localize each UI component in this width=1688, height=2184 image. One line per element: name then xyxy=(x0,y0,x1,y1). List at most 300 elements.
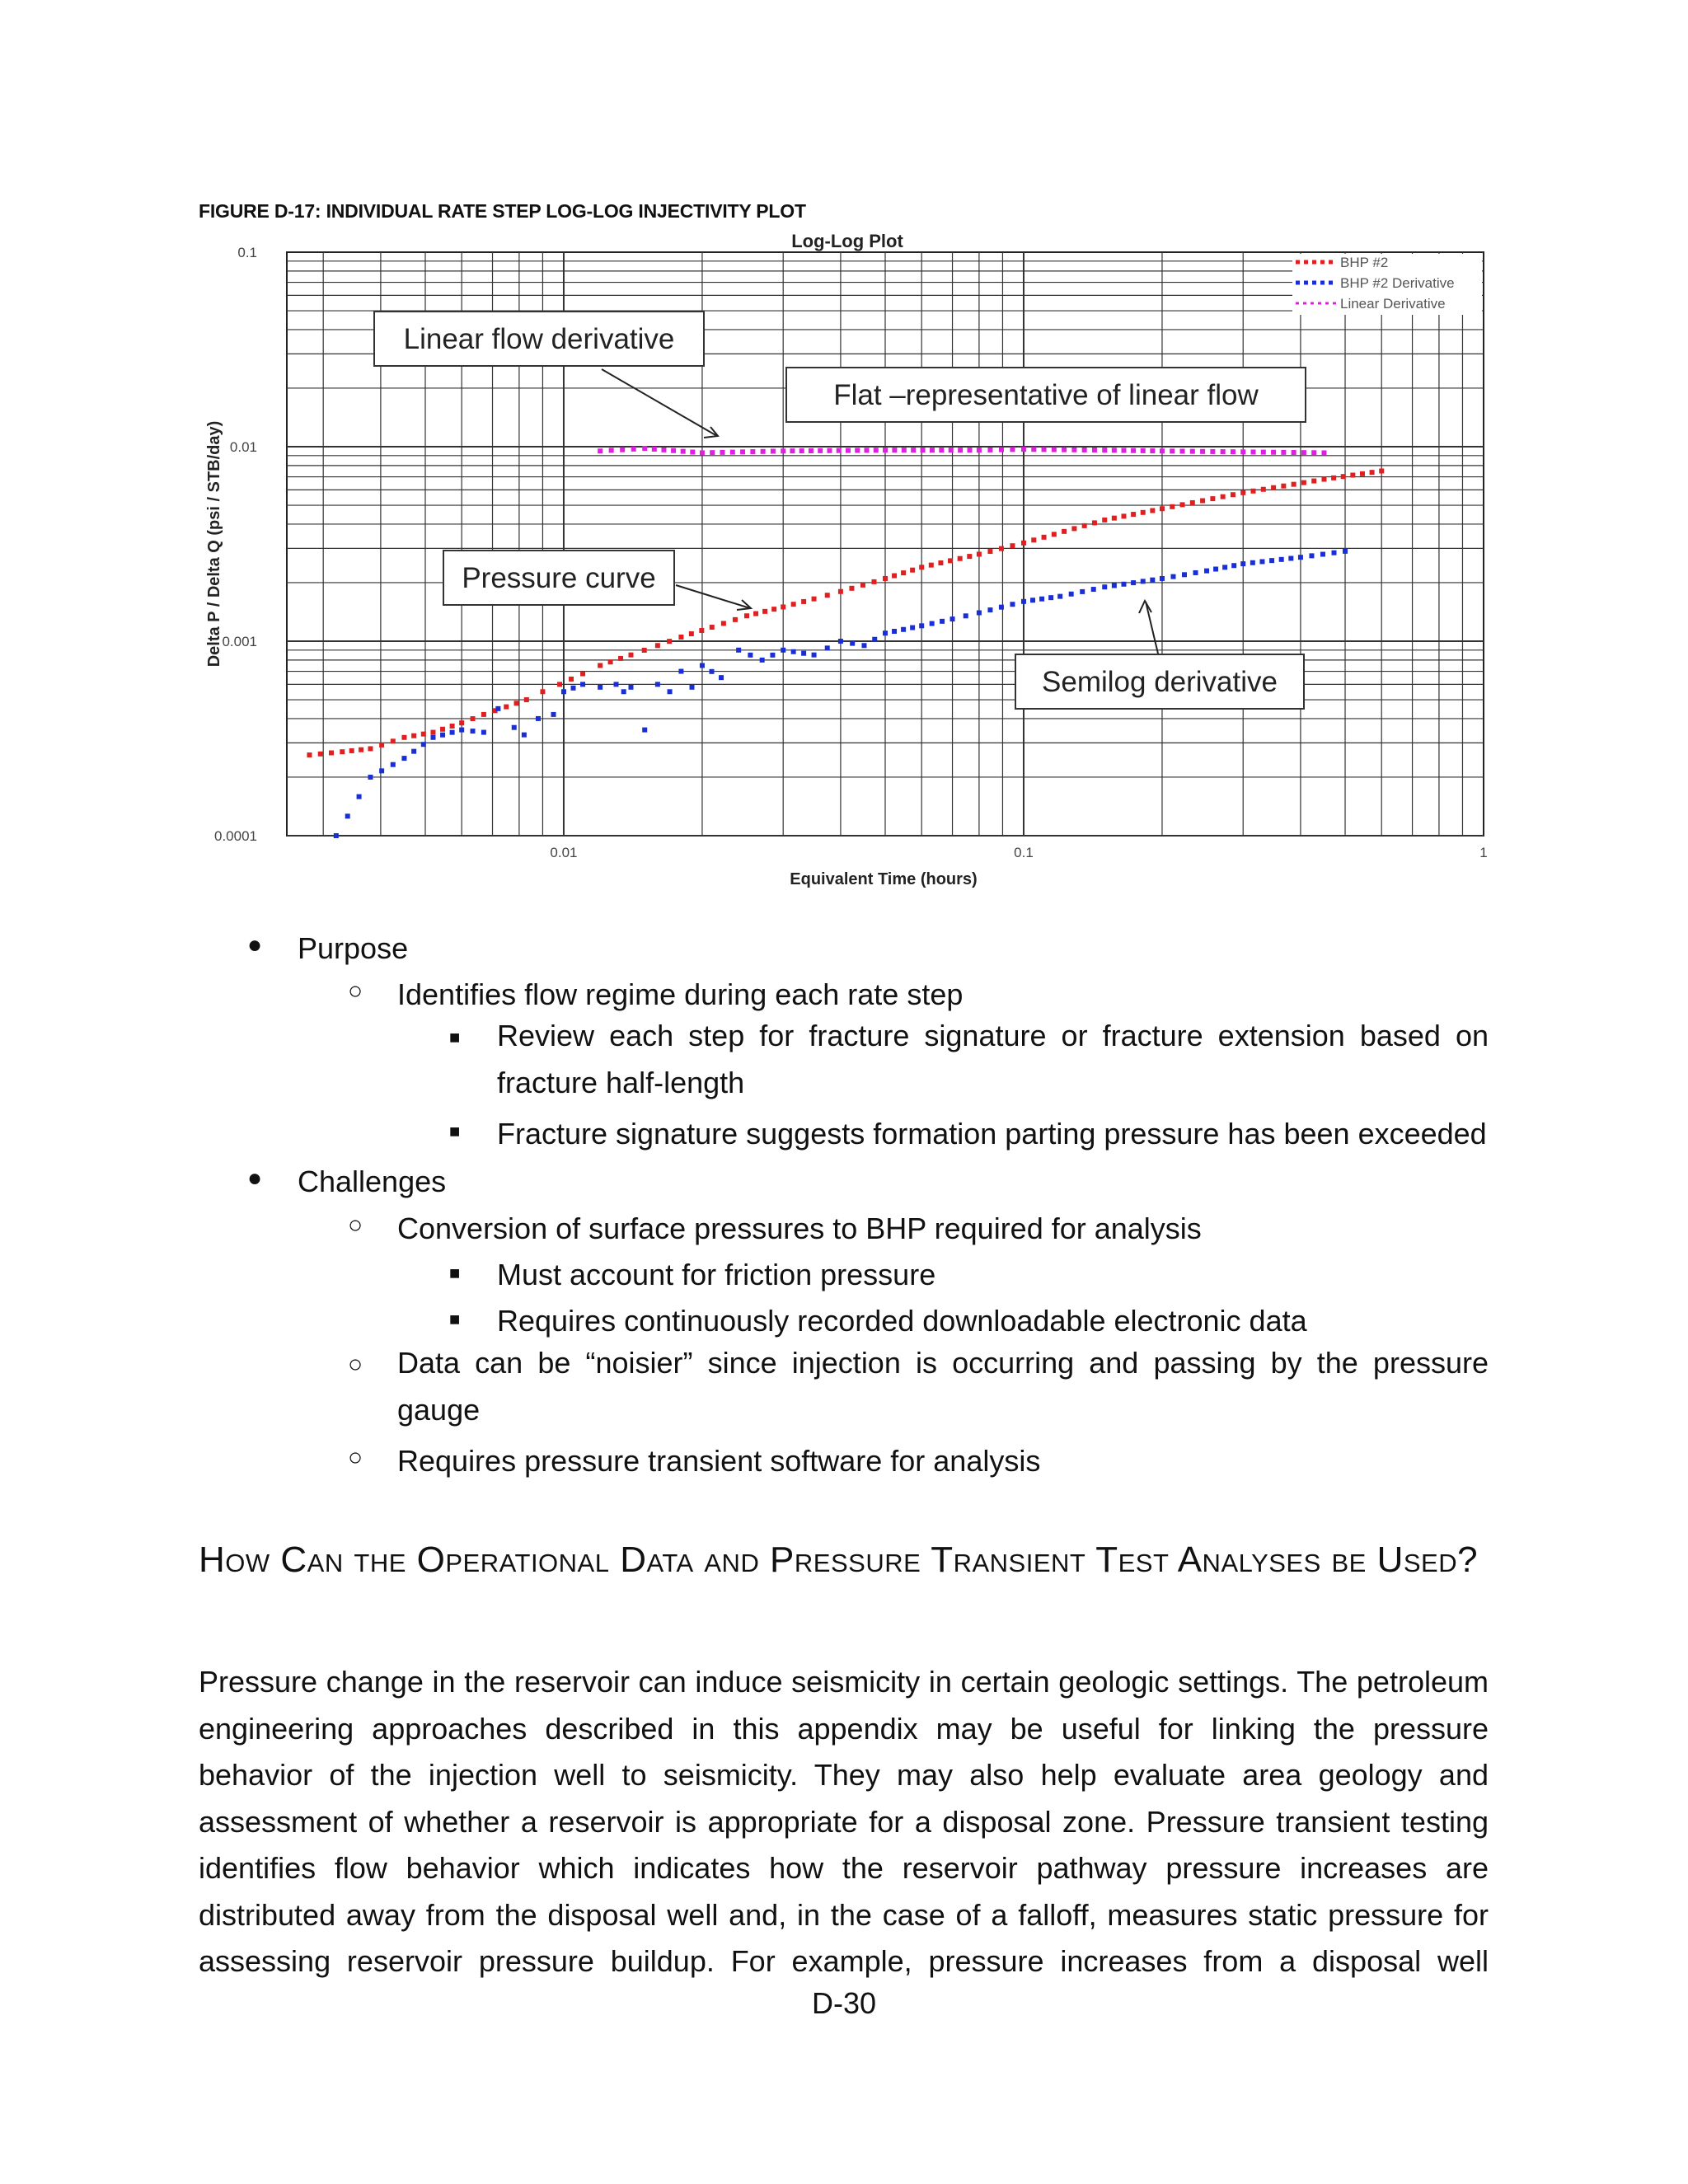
bhp-point xyxy=(699,628,704,633)
derivative-point xyxy=(850,641,855,646)
bhp-point xyxy=(1042,535,1047,540)
linear-derivative-point xyxy=(790,448,795,453)
list-item-continuous-data: Requires continuously recorded downloadable electronic data xyxy=(497,1304,1307,1338)
annotation-linear-flow-derivative: Linear flow derivative xyxy=(403,323,675,355)
bhp-point xyxy=(901,570,906,575)
bhp-point xyxy=(401,735,406,740)
linear-derivative-point xyxy=(968,448,973,452)
derivative-point xyxy=(1069,592,1074,597)
derivative-point xyxy=(1141,579,1146,583)
derivative-point xyxy=(812,653,817,658)
linear-derivative-point xyxy=(809,448,814,453)
derivative-point xyxy=(551,712,556,717)
derivative-point xyxy=(964,613,968,618)
chart-legend xyxy=(1292,254,1482,315)
derivative-point xyxy=(614,682,619,687)
derivative-point xyxy=(770,653,775,658)
derivative-point xyxy=(1269,558,1274,563)
derivative-point xyxy=(440,733,445,738)
linear-derivative-point xyxy=(710,450,715,455)
derivative-point xyxy=(1102,584,1107,589)
x-tick-label: 0.1 xyxy=(1014,845,1034,860)
linear-derivative-point xyxy=(987,448,992,452)
bhp-point xyxy=(618,656,623,661)
bhp-point xyxy=(958,556,963,561)
linear-derivative-point xyxy=(911,448,916,452)
annotation-flat-linear-flow: Flat –representative of linear flow xyxy=(833,379,1259,411)
bhp-point xyxy=(1379,468,1384,473)
derivative-point xyxy=(621,689,626,694)
linear-derivative-point xyxy=(1170,448,1175,453)
derivative-point xyxy=(1320,552,1325,557)
derivative-point xyxy=(700,663,705,668)
derivative-point xyxy=(495,706,500,711)
bullet-circle: ○ xyxy=(348,1351,363,1378)
linear-derivative-point xyxy=(1221,449,1226,454)
derivative-point xyxy=(1010,602,1015,607)
derivative-point xyxy=(861,643,866,648)
derivative-point xyxy=(580,682,585,687)
legend-label-bhp: BHP #2 xyxy=(1340,255,1389,270)
bhp-point xyxy=(1341,474,1346,479)
bhp-point xyxy=(1170,504,1175,509)
linear-derivative-point xyxy=(930,448,935,452)
derivative-point xyxy=(368,775,373,780)
linear-derivative-point xyxy=(1092,448,1097,452)
linear-derivative-point xyxy=(1021,447,1026,452)
bhp-point xyxy=(883,576,888,581)
bhp-point xyxy=(1240,490,1245,495)
derivative-point xyxy=(471,729,476,733)
derivative-point xyxy=(1250,560,1255,565)
linear-derivative-point xyxy=(1102,448,1107,452)
annotation-semilog-derivative: Semilog derivative xyxy=(1042,666,1278,698)
bhp-point xyxy=(1251,489,1256,494)
linear-derivative-point xyxy=(1052,448,1057,452)
linear-derivative-point xyxy=(892,448,897,452)
derivative-point xyxy=(598,685,603,690)
linear-derivative-point xyxy=(598,448,603,453)
bhp-point xyxy=(349,748,354,753)
linear-derivative-point xyxy=(1190,449,1195,454)
bhp-point xyxy=(1160,506,1165,511)
derivative-point xyxy=(791,649,796,654)
legend-label-linear: Linear Derivative xyxy=(1340,296,1446,312)
derivative-point xyxy=(1222,565,1227,569)
list-item-noisier: Data can be “noisier” since injection is occurring and passing by the pressure gauge xyxy=(397,1346,1489,1427)
derivative-point xyxy=(1160,576,1165,581)
bhp-point xyxy=(598,663,603,668)
linear-derivative-point xyxy=(620,448,625,452)
bhp-point xyxy=(938,560,943,565)
bhp-point xyxy=(1301,480,1306,485)
list-item-identifies-flow: Identifies flow regime during each rate step xyxy=(397,977,964,1011)
y-tick-label: 0.1 xyxy=(237,245,257,260)
bhp-point xyxy=(655,643,660,648)
bhp-point xyxy=(771,607,776,612)
derivative-point xyxy=(910,626,915,630)
body-paragraph: Pressure change in the reservoir can induce seismicity in certain geologic settings. The petroleum engineering approaches described in this appendix may be useful for linking the pressure behavior of the injection well to seismicity. They may also help evaluate area geology and assessment of whether a reservoir is appropriate for a disposal zone. Pressure transient testing identifies flow behavior which indicates how the reservoir pathway pressure increases are distributed away from the disposal well and, in the case of a falloff, measures static pressure for assessing reservoir pressure buildup. For example, pressure increases from a disposal well xyxy=(199,1665,1489,1978)
derivative-point xyxy=(1182,572,1187,577)
bhp-point xyxy=(580,672,585,677)
derivative-point xyxy=(571,686,576,691)
derivative-point xyxy=(919,623,924,628)
bhp-point xyxy=(629,653,634,658)
linear-derivative-point xyxy=(855,448,860,452)
linear-derivative-point xyxy=(1042,447,1047,452)
derivative-point xyxy=(411,749,416,754)
derivative-point xyxy=(1259,559,1264,564)
bhp-point xyxy=(329,750,334,755)
bhp-point xyxy=(987,549,992,554)
bullet-circle: ○ xyxy=(348,1212,363,1239)
linear-derivative-point xyxy=(799,448,804,453)
bullet-square: ■ xyxy=(449,1263,461,1283)
bhp-point xyxy=(1102,518,1107,523)
linear-derivative-point xyxy=(827,448,832,453)
bhp-point xyxy=(440,727,445,732)
bhp-point xyxy=(1052,532,1057,537)
bhp-point xyxy=(1350,473,1355,478)
bhp-point xyxy=(450,724,455,729)
bhp-point xyxy=(825,593,830,598)
derivative-point xyxy=(1150,578,1155,583)
bhp-point xyxy=(710,625,715,630)
linear-derivative-point xyxy=(1301,450,1306,455)
linear-derivative-point xyxy=(1062,448,1067,452)
linear-derivative-point xyxy=(1010,447,1015,452)
bhp-point xyxy=(1010,543,1015,548)
linear-derivative-point xyxy=(864,448,869,452)
y-axis-label: Delta P / Delta Q (psi / STB/day) xyxy=(205,420,223,668)
list-item-purpose: Purpose xyxy=(298,931,409,965)
linear-derivative-point xyxy=(642,446,647,451)
bullet-square: ■ xyxy=(449,1309,461,1329)
derivative-point xyxy=(1309,553,1314,558)
bhp-point xyxy=(514,701,519,705)
bhp-point xyxy=(762,609,767,614)
bhp-point xyxy=(1370,470,1375,475)
bhp-point xyxy=(919,565,924,569)
bhp-point xyxy=(642,648,647,653)
bullet-square: ■ xyxy=(449,1027,461,1047)
derivative-point xyxy=(736,648,741,653)
derivative-point xyxy=(536,716,541,721)
derivative-point xyxy=(901,627,906,632)
derivative-point xyxy=(655,682,660,687)
linear-derivative-point xyxy=(771,449,776,454)
linear-derivative-point xyxy=(761,449,766,454)
bhp-point xyxy=(524,697,529,702)
linear-derivative-point xyxy=(1311,450,1316,455)
linear-derivative-point xyxy=(700,450,705,455)
derivative-point xyxy=(334,833,339,838)
derivative-point xyxy=(987,607,992,612)
section-heading: How Can the Operational Data and Pressure Transient Test Analyses be Used? xyxy=(199,1540,1479,1580)
bhp-point xyxy=(1150,509,1155,513)
bhp-point xyxy=(411,733,416,738)
bhp-point xyxy=(1311,479,1316,484)
linear-derivative-point xyxy=(690,450,695,455)
bhp-point xyxy=(368,746,373,751)
derivative-point xyxy=(522,733,527,738)
bhp-point xyxy=(791,602,796,607)
linear-derivative-point xyxy=(958,448,963,452)
bullet-circle: ○ xyxy=(348,977,363,1005)
bhp-point xyxy=(721,621,726,626)
bhp-point xyxy=(471,716,476,721)
derivative-point xyxy=(748,653,753,658)
derivative-point xyxy=(421,742,426,747)
derivative-point xyxy=(940,619,945,624)
linear-derivative-point xyxy=(883,448,888,452)
linear-derivative-point xyxy=(730,450,735,455)
list-item-software: Requires pressure transient software for analysis xyxy=(397,1444,1041,1478)
x-tick-label: 0.01 xyxy=(550,845,578,860)
derivative-point xyxy=(481,730,486,735)
bhp-point xyxy=(1092,520,1097,525)
bhp-point xyxy=(1021,541,1026,546)
bullet-circle: ○ xyxy=(348,1444,363,1471)
derivative-point xyxy=(629,685,634,690)
linear-derivative-point xyxy=(1082,448,1087,452)
page-number: D-30 xyxy=(811,1986,877,2020)
linear-derivative-point xyxy=(1031,447,1036,452)
linear-derivative-point xyxy=(1131,448,1136,453)
linear-derivative-point xyxy=(977,448,982,452)
bhp-point xyxy=(318,752,323,757)
linear-derivative-point xyxy=(1141,448,1146,453)
derivative-point xyxy=(719,675,724,680)
linear-derivative-point xyxy=(1180,449,1185,454)
linear-derivative-point xyxy=(837,448,842,453)
bhp-point xyxy=(1190,500,1195,505)
log-log-chart xyxy=(190,229,1508,898)
bhp-point xyxy=(504,705,509,710)
linear-derivative-point xyxy=(652,447,657,452)
derivative-point xyxy=(825,645,830,650)
derivative-point xyxy=(357,794,362,799)
linear-derivative-point xyxy=(902,448,907,452)
bhp-point xyxy=(999,546,1004,551)
linear-derivative-point xyxy=(1261,450,1266,455)
derivative-point xyxy=(345,813,350,818)
linear-derivative-point xyxy=(1200,449,1205,454)
bhp-point xyxy=(929,563,934,568)
bhp-point xyxy=(557,682,562,687)
bhp-point xyxy=(1071,526,1076,531)
bhp-point xyxy=(1112,516,1117,521)
bhp-point xyxy=(781,604,785,609)
derivative-point xyxy=(668,689,673,694)
bhp-point xyxy=(967,554,972,559)
bhp-point xyxy=(733,617,738,622)
x-tick-label: 1 xyxy=(1479,845,1488,860)
chart-title: Log-Log Plot xyxy=(791,231,903,251)
bhp-point xyxy=(753,612,758,616)
derivative-point xyxy=(450,730,455,735)
bhp-point xyxy=(977,551,982,556)
derivative-point xyxy=(781,648,785,653)
derivative-point xyxy=(801,651,806,656)
bhp-point xyxy=(910,568,915,573)
bhp-point xyxy=(1331,476,1336,480)
derivative-point xyxy=(379,768,384,773)
bhp-point xyxy=(307,752,312,757)
linear-derivative-point xyxy=(1281,450,1286,455)
derivative-point xyxy=(1030,598,1035,602)
figure-caption: FIGURE D-17: INDIVIDUAL RATE STEP LOG-LOG INJECTIVITY PLOT xyxy=(199,200,806,222)
derivative-point xyxy=(892,629,897,634)
bhp-point xyxy=(892,574,897,579)
linear-derivative-point xyxy=(781,448,785,453)
derivative-point xyxy=(1279,557,1284,562)
derivative-point xyxy=(760,658,765,663)
derivative-point xyxy=(883,630,888,635)
derivative-point xyxy=(977,611,982,616)
bhp-point xyxy=(1200,499,1205,504)
bhp-point xyxy=(1082,523,1087,528)
bhp-point xyxy=(1321,477,1326,482)
linear-derivative-point xyxy=(661,448,666,452)
bhp-point xyxy=(1271,485,1276,490)
bhp-point xyxy=(948,558,953,563)
derivative-point xyxy=(1091,587,1096,592)
linear-derivative-point xyxy=(1160,448,1165,453)
y-tick-label: 0.01 xyxy=(229,439,257,455)
derivative-point xyxy=(1193,570,1198,575)
linear-derivative-point xyxy=(1271,450,1276,455)
bhp-point xyxy=(430,730,435,735)
bhp-point xyxy=(1281,484,1286,489)
bhp-point xyxy=(340,749,345,754)
derivative-point xyxy=(1080,589,1085,594)
bhp-point xyxy=(359,748,363,752)
derivative-point xyxy=(999,605,1004,610)
linear-derivative-point xyxy=(1251,449,1256,454)
bhp-point xyxy=(871,579,876,584)
linear-derivative-point xyxy=(720,450,725,455)
derivative-point xyxy=(690,685,695,690)
derivative-point xyxy=(430,735,435,740)
bhp-point xyxy=(421,732,426,737)
linear-derivative-point xyxy=(1231,449,1236,454)
derivative-point xyxy=(1213,566,1218,571)
linear-derivative-point xyxy=(671,448,676,453)
linear-derivative-point xyxy=(740,449,745,454)
linear-derivative-point xyxy=(1121,448,1126,453)
list-item-fracture-signature: Fracture signature suggests formation parting pressure has been exceeded xyxy=(497,1117,1487,1151)
linear-derivative-point xyxy=(921,448,926,452)
derivative-point xyxy=(678,669,683,674)
bhp-point xyxy=(1062,529,1067,534)
linear-derivative-point xyxy=(939,448,944,452)
bhp-point xyxy=(744,613,749,618)
derivative-point xyxy=(1112,583,1117,588)
derivative-point xyxy=(872,637,877,642)
linear-derivative-point xyxy=(999,448,1004,452)
derivative-point xyxy=(1057,594,1062,599)
bhp-point xyxy=(481,712,486,717)
bhp-point xyxy=(849,586,854,591)
derivative-point xyxy=(1121,582,1126,587)
derivative-point xyxy=(1170,574,1175,579)
bhp-point xyxy=(379,743,384,748)
derivative-point xyxy=(561,689,566,694)
linear-derivative-point xyxy=(1150,448,1155,453)
bhp-point xyxy=(860,583,865,588)
list-item-challenges: Challenges xyxy=(298,1165,447,1198)
bhp-point xyxy=(838,589,843,594)
list-item-review-step: Review each step for fracture signature or fracture extension based on fracture half-length xyxy=(497,1019,1489,1099)
bhp-point xyxy=(1221,494,1226,499)
linear-derivative-point xyxy=(609,448,614,452)
bhp-point xyxy=(1031,537,1036,542)
linear-derivative-point xyxy=(818,448,823,453)
derivative-point xyxy=(1039,597,1044,602)
derivative-point xyxy=(1131,580,1136,585)
linear-derivative-point xyxy=(1240,449,1245,454)
bhp-point xyxy=(1292,482,1296,487)
bhp-point xyxy=(1141,510,1146,515)
derivative-point xyxy=(709,669,714,674)
linear-derivative-point xyxy=(1112,448,1117,452)
bhp-point xyxy=(801,599,806,604)
linear-derivative-point xyxy=(631,447,636,452)
derivative-point xyxy=(1240,561,1245,566)
bhp-point xyxy=(569,677,574,682)
list-item-friction: Must account for friction pressure xyxy=(497,1258,936,1291)
derivative-point xyxy=(1048,595,1053,600)
linear-derivative-point xyxy=(1292,450,1296,455)
y-tick-label: 0.0001 xyxy=(214,828,257,844)
bhp-point xyxy=(1360,471,1365,476)
derivative-point xyxy=(1204,569,1209,574)
linear-derivative-point xyxy=(1210,449,1215,454)
linear-derivative-point xyxy=(874,448,879,452)
bhp-point xyxy=(1131,512,1136,517)
bhp-point xyxy=(689,631,694,636)
list-item-conversion: Conversion of surface pressures to BHP required for analysis xyxy=(397,1212,1202,1245)
derivative-point xyxy=(1231,563,1236,568)
bhp-point xyxy=(1210,496,1215,501)
derivative-point xyxy=(512,725,517,730)
derivative-point xyxy=(1332,551,1337,555)
bhp-point xyxy=(1121,513,1126,518)
bhp-point xyxy=(608,659,613,664)
derivative-point xyxy=(1288,556,1293,561)
bhp-point xyxy=(459,720,464,725)
x-axis-label: Equivalent Time (hours) xyxy=(790,870,978,888)
linear-derivative-point xyxy=(1321,450,1326,455)
linear-derivative-point xyxy=(1071,448,1076,452)
annotation-pressure-curve: Pressure curve xyxy=(462,562,656,594)
derivative-point xyxy=(642,728,647,733)
bhp-point xyxy=(1231,492,1236,497)
linear-derivative-point xyxy=(846,448,851,453)
linear-derivative-point xyxy=(750,449,755,454)
bhp-point xyxy=(391,738,396,743)
derivative-point xyxy=(459,728,464,733)
linear-derivative-point xyxy=(949,448,954,452)
derivative-point xyxy=(930,621,935,626)
derivative-point xyxy=(401,756,406,761)
derivative-point xyxy=(1021,599,1026,604)
bullet-square: ■ xyxy=(449,1121,461,1141)
derivative-point xyxy=(1343,549,1348,554)
bhp-point xyxy=(667,639,672,644)
derivative-point xyxy=(838,639,843,644)
